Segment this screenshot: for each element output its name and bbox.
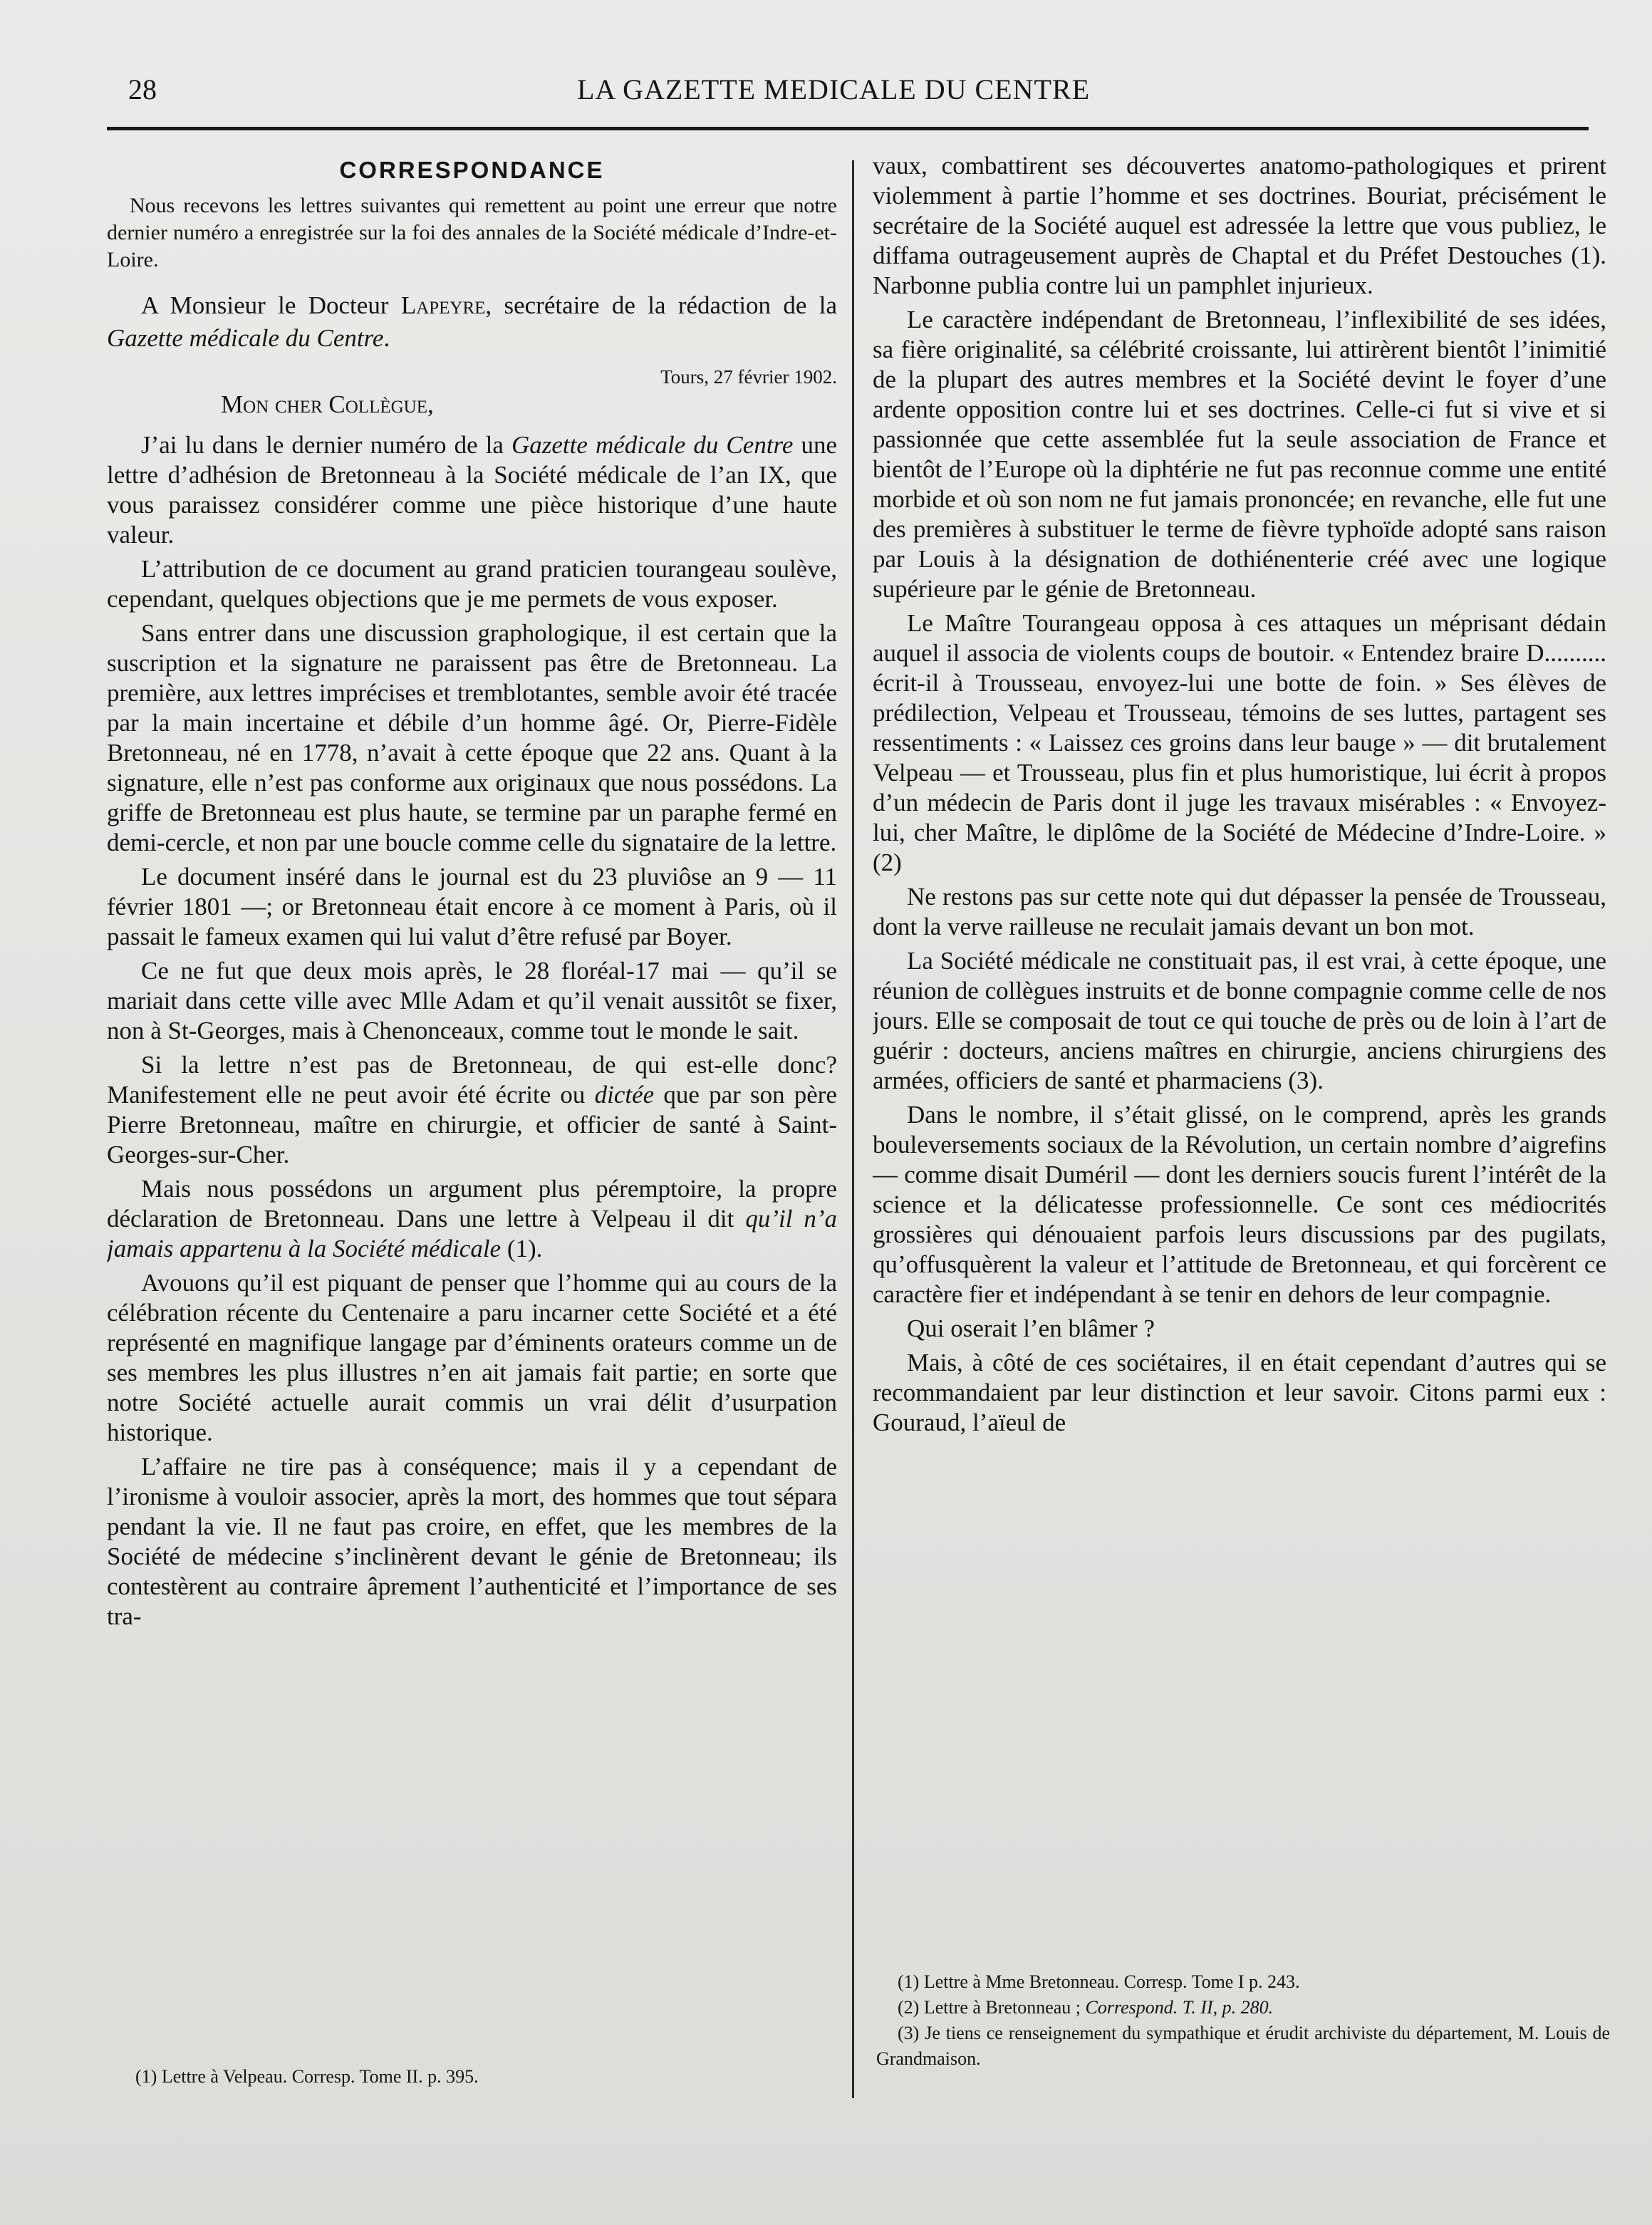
left-footnotes <box>135 2065 479 2089</box>
paragraph <box>107 430 837 550</box>
paragraph: L’attribution de ce document au grand praticien tourangeau soulève, cependant, quelques objections que je me permets de vous exposer. <box>107 555 837 613</box>
p6-post: que par son père Pierre Bretonneau, maître en chirurgie, et officier de santé à Saint-Georges-sur-Cher. <box>107 1081 837 1168</box>
paragraph: Le document inséré dans le journal est du 23 pluviôse an 9 — 11 février 1801 —; or Bretonneau était encore à ce moment à Paris, où il passait le fameux examen qui lui valut d’être refusé par Boyer. <box>107 863 837 950</box>
header-rule <box>107 127 1589 130</box>
p6-em: dictée <box>594 1081 655 1109</box>
editorial-intro: Nous recevons les lettres suivantes qui remettent au point une erreur que notre dernier numéro a enregistrée sur la foi des annales de la Société médicale d’Indre-et-Loire. <box>107 194 837 271</box>
journal-title: Gazette médicale du Centre <box>107 324 384 352</box>
address-post: . <box>383 324 390 352</box>
fn2-em: Correspond. T. II, p. 280. <box>1085 1997 1274 2018</box>
address-pre: A Monsieur le Docteur <box>141 291 401 319</box>
paragraph <box>107 1174 837 1264</box>
paragraph: Qui oserait l’en blâmer ? <box>907 1314 1155 1342</box>
footnote: (1) Lettre à Velpeau. Corresp. Tome II. p. 395. <box>135 2066 479 2087</box>
running-title: LA GAZETTE MEDICALE DU CENTRE <box>577 73 1091 105</box>
letter-address <box>107 289 837 355</box>
letter-salutation: Mon cher Collègue, <box>221 390 434 418</box>
paragraph: Le Maître Tourangeau opposa à ces attaques un méprisant dédain auquel il associa de violents coups de boutoir. « Entendez braire D.......... écrit-il à Trousseau, envoyez-lui une botte de foin. » Ses élèves de prédilection, Velpeau et Trousseau, témoins de ses luttes, partagent ses ressentiments : « Laissez ces groins dans leur bauge » — dit brutalement Velpeau — et Trousseau, plus fin et plus humoristique, lui écrit à propos d’un médecin de Paris dont il juge les travaux misérables : « Envoyez-lui, cher Maître, le diplôme de la Société de Médecine d’Indre-Loire. » (2) <box>873 609 1606 876</box>
section-title: CORRESPONDANCE <box>339 157 605 183</box>
fn2-pre: (2) Lettre à Bretonneau ; <box>898 1997 1086 2018</box>
paragraph: L’affaire ne tire pas à conséquence; mais il y a cependant de l’ironisme à vouloir associer, après la mort, des hommes que tout sépara pendant la vie. Il ne faut pas croire, en effet, que les membres de la Société de médecine s’inclinèrent devant le génie de Bretonneau; ils contestèrent au contraire âprement l’authenticité et l’importance de ses tra- <box>107 1453 837 1630</box>
p1-post: une lettre d’adhésion de Bretonneau à la Société médicale de l’an IX, que vous paraissez considérer comme une pièce historique d’une haute valeur. <box>107 431 837 549</box>
p1-pre: J’ai lu dans le dernier numéro de la <box>141 431 511 459</box>
paragraph: Mais, à côté de ces sociétaires, il en était cependant d’autres qui se recommandaient par leur distinction et leur savoir. Citons parmi eux : Gouraud, l’aïeul de <box>873 1349 1606 1436</box>
p7-post: (1). <box>501 1235 543 1262</box>
paragraph: La Société médicale ne constituait pas, il est vrai, à cette époque, une réunion de collègues instruits et de bonne compagnie comme celle de nos jours. Elle se composait de tout ce qui touche de près ou de loin à l’art de guérir : docteurs, anciens maîtres en chirurgie, anciens chirurgiens des armées, officiers de santé et pharmaciens (3). <box>873 947 1606 1094</box>
footnote: (3) Je tiens ce renseignement du sympathique et érudit archiviste du département, M. Louis de Grandmaison. <box>876 2023 1610 2069</box>
page-number: 28 <box>128 73 157 105</box>
paragraph: Avouons qu’il est piquant de penser que l’homme qui au cours de la célébration récente du Centenaire a paru incarner cette Société et a été représenté en magnifique langage par d’éminents orateurs comme un de ses membres les plus illustres n’en ait jamais fait partie; en sorte que notre Société actuelle aurait commis un vrai délit d’usurpation historique. <box>107 1269 837 1446</box>
paragraph: Dans le nombre, il s’était glissé, on le comprend, après les grands bouleversements sociaux de la Révolution, un certain nombre d’aigrefins — comme disait Duméril — dont les derniers soucis furent l’intérêt de la science et la délicatesse professionnelle. Ce sont ces médiocrités grossières qui dénouaient parfois leurs discussions par des pugilats, qu’offusquèrent la valeur et l’attitude de Bretonneau, et qui forcèrent ce caractère fier et indépendant à se tenir en dehors de leur compagnie. <box>873 1101 1606 1308</box>
left-column <box>107 151 837 2189</box>
paragraph: vaux, combattirent ses découvertes anatomo-pathologiques et prirent violemment à partie l’homme et ses doctrines. Bouriat, précisément le secrétaire de la Société auquel est adressée la lettre que vous publiez, le diffama outrageusement auprès de Chaptal et du Préfet Destouches (1). Narbonne publia contre lui un pamphlet injurieux. <box>873 152 1606 299</box>
addressee-name: Lapeyre <box>400 291 486 319</box>
p7-pre: Mais nous possédons un argument plus péremptoire, la propre déclaration de Bretonneau. Dans une lettre à Velpeau il dit <box>107 1175 837 1233</box>
page-header <box>128 73 1596 115</box>
p6-pre: Si la lettre n’est pas de Bretonneau, de qui est-elle donc? Manifestement elle ne peut avoir été écrite ou <box>107 1051 837 1109</box>
paragraph <box>107 1050 837 1170</box>
right-column <box>873 151 1606 2189</box>
footnote: (1) Lettre à Mme Bretonneau. Corresp. Tome I p. 243. <box>898 1971 1300 1992</box>
p7-em: qu’il n’a jamais appartenu à la Société médicale <box>107 1205 837 1262</box>
paragraph: Ce ne fut que deux mois après, le 28 floréal-17 mai — qu’il se mariait dans cette ville avec Mlle Adam et qu’il venait aussitôt se fixer, non à St-Georges, mais à Chenonceaux, comme tout le monde le sait. <box>107 957 837 1044</box>
address-mid: , secrétaire de la rédaction de la <box>485 291 837 319</box>
column-divider <box>852 160 854 2098</box>
paragraph: Ne restons pas sur cette note qui dut dépasser la pensée de Trousseau, dont la verve railleuse ne reculait jamais devant un bon mot. <box>873 883 1606 940</box>
paragraph: Le caractère indépendant de Bretonneau, l’inflexibilité de ses idées, sa fière originalité, sa célébrité croissante, lui attirèrent bientôt l’inimitié de la plupart des autres membres et la Société devint le foyer d’une ardente opposition contre lui et ses doctrines. Celle-ci fut si vive et si passionnée que cette assemblée fut la seule association de France et bientôt de l’Europe où la diphtérie ne fut pas reconnue comme une entité morbide et où son nom ne fut jamais prononcée; en revanche, elle fut une des premières à substituer le terme de fièvre typhoïde adopté sans raison par Louis à la désignation de dothiénenterie créé avec une logique supérieure par le génie de Bretonneau. <box>873 306 1606 603</box>
footnote <box>876 1995 1610 2021</box>
p1-journal: Gazette médicale du Centre <box>511 431 794 459</box>
paragraph: Sans entrer dans une discussion graphologique, il est certain que la suscription et la signature ne paraissent pas être de Bretonneau. La première, aux lettres imprécises et tremblotantes, semble avoir été tracée par la main incertaine et débile d’un homme âgé. Or, Pierre-Fidèle Bretonneau, né en 1778, n’avait à cette époque que 22 ans. Quant à la signature, elle n’est pas conforme aux originaux que nous possédons. La griffe de Bretonneau est plus haute, se termine par un paraphe fermé en demi-cercle, et non par une boucle comme celle du signataire de la lettre. <box>107 619 837 856</box>
letter-dateline: Tours, 27 février 1902. <box>660 366 837 388</box>
right-footnotes <box>876 1969 1610 2072</box>
